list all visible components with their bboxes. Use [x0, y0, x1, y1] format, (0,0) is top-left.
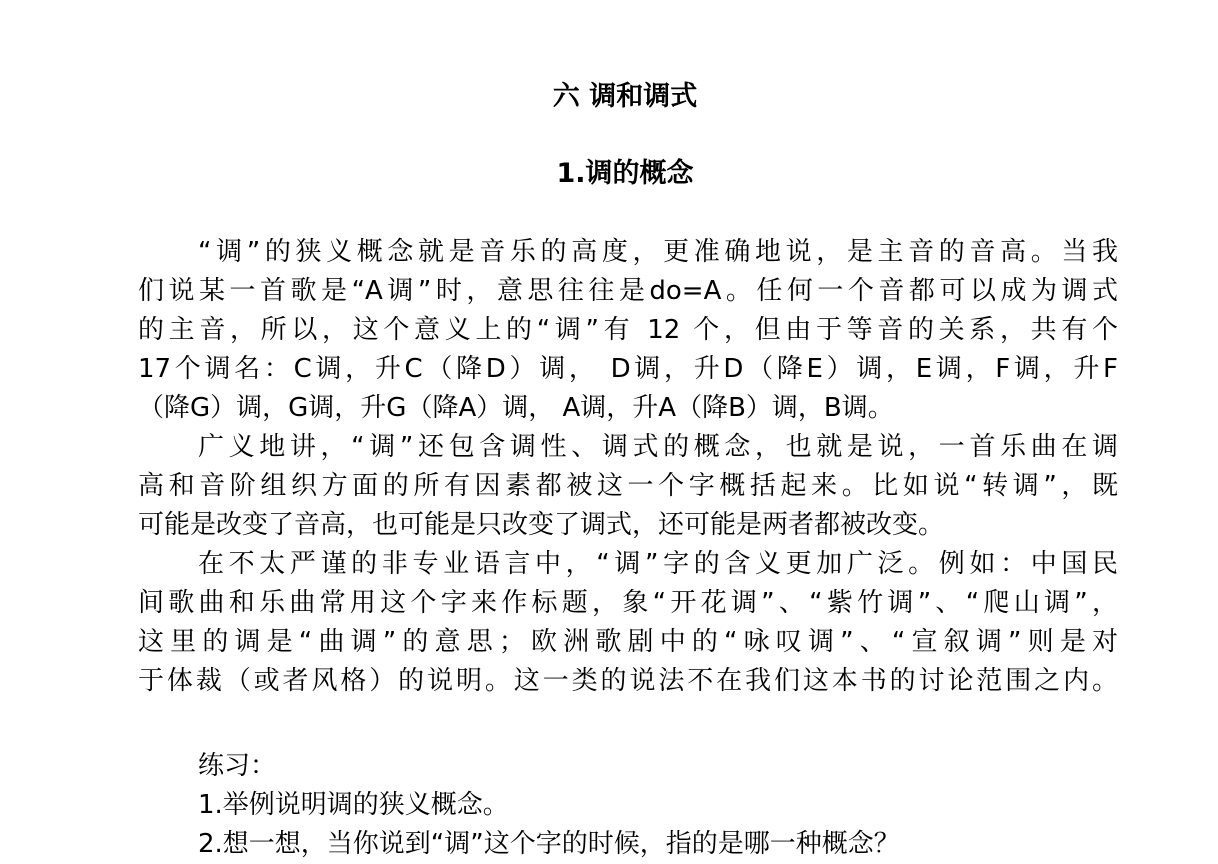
body-text [138, 233, 1118, 864]
paragraph-1-line-5: （降G）调，G调，升G（降A）调， A调，升A（降B）调，B调。 [138, 393, 894, 423]
spacer [138, 701, 1118, 747]
paragraph-2-line-1: 广义地讲，“调”还包含调性、调式的概念，也就是说，一首乐曲在调 [198, 432, 1118, 462]
paragraph-1-line-2: 们说某一首歌是“A调”时，意思往往是do=A。任何一个音都可以成为调式 [138, 276, 1118, 306]
paragraph-3-line-2: 间歌曲和乐曲常用这个字来作标题，象“开花调”、“紫竹调”、“爬山调”， [138, 588, 1118, 618]
exercises-heading: 练习： [198, 751, 277, 781]
exercise-item-2: 2.想一想，当你说到“调”这个字的时候，指的是哪一种概念？ [198, 829, 900, 859]
subsection-title: 1.调的概念 [556, 158, 694, 189]
paragraph-1-line-3: 的主音，所以，这个意义上的“调”有 12 个，但由于等音的关系，共有个 [138, 315, 1118, 345]
paragraph-3-line-3: 这里的调是“曲调”的意思；欧洲歌剧中的“咏叹调”、“宣叙调”则是对 [138, 627, 1118, 657]
paragraph-2-line-2: 高和音阶组织方面的所有因素都被这一个字概括起来。比如说“转调”，既 [138, 471, 1118, 501]
exercise-item-1: 1.举例说明调的狭义概念。 [198, 790, 509, 820]
section-title: 六 调和调式 [552, 81, 698, 112]
paragraph-3-line-4: 于体裁（或者风格）的说明。这一类的说法不在我们这本书的讨论范围之内。 [138, 666, 1118, 696]
paragraph-1-line-4: 17个调名：C调，升C（降D）调， D调，升D（降E）调，E调，F调，升F [138, 354, 1118, 384]
paragraph-3-line-1: 在不太严谨的非专业语言中，“调”字的含义更加广泛。例如：中国民 [198, 549, 1118, 579]
paragraph-2-line-3: 可能是改变了音高，也可能是只改变了调式，还可能是两者都被改变。 [138, 510, 945, 540]
paragraph-1-line-1: “调”的狭义概念就是音乐的高度，更准确地说，是主音的音高。当我 [198, 237, 1118, 267]
